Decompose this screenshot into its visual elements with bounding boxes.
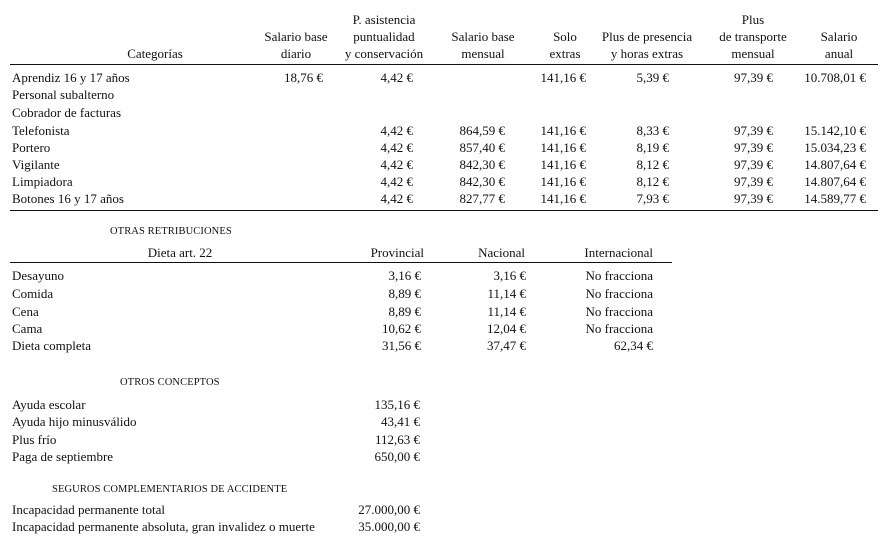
table-row-label: Portero (12, 140, 51, 155)
table-cell: 141,16 € (540, 123, 586, 138)
table-row-label: Cama (12, 321, 43, 336)
otras-retribuciones-title: OTRAS RETRIBUCIONES (110, 226, 232, 237)
table-cell: 3,16 € (493, 268, 526, 283)
table-cell: 14.807,64 € (804, 174, 866, 189)
table-cell: No fracciona (585, 286, 653, 301)
table-cell: 10,62 € (382, 321, 421, 336)
salary-bottom-rule (10, 210, 878, 211)
header-salario-anual-line1: Salario (820, 29, 858, 44)
table-cell: 141,16 € (540, 70, 586, 85)
header-dieta: Dieta art. 22 (147, 245, 213, 260)
table-cell: 864,59 € (459, 123, 505, 138)
table-cell: 97,39 € (734, 157, 773, 172)
table-cell: No fracciona (585, 304, 653, 319)
dieta-header-rule (10, 262, 672, 263)
table-cell: 37,47 € (487, 338, 526, 353)
table-row-label: Dieta completa (12, 338, 92, 353)
table-cell: 15.034,23 € (804, 140, 866, 155)
table-cell: 97,39 € (734, 123, 773, 138)
table-row-label: Ayuda escolar (12, 397, 86, 412)
table-cell: 12,04 € (487, 321, 526, 336)
table-cell: 8,12 € (636, 174, 669, 189)
table-cell: 97,39 € (734, 174, 773, 189)
header-plus-presencia-line2: y horas extras (610, 46, 684, 61)
table-row-label: Plus frío (12, 432, 57, 447)
header-asistencia-line3: y conservación (344, 46, 424, 61)
table-cell: 4,42 € (380, 174, 413, 189)
table-cell: 97,39 € (734, 140, 773, 155)
table-cell: 11,14 € (487, 286, 526, 301)
header-internacional: Internacional (584, 245, 653, 260)
table-cell: 3,16 € (388, 268, 421, 283)
table-cell: 8,89 € (388, 286, 421, 301)
table-row-label: Cobrador de facturas (12, 105, 122, 120)
header-asistencia-line2: puntualidad (353, 29, 415, 44)
table-cell: 7,93 € (636, 191, 669, 206)
table-row-label: Limpiadora (12, 174, 73, 189)
table-cell: 842,30 € (459, 157, 505, 172)
table-cell: 8,19 € (636, 140, 669, 155)
header-salario-anual-line2: anual (824, 46, 854, 61)
table-cell: 97,39 € (734, 191, 773, 206)
table-cell: 8,12 € (636, 157, 669, 172)
table-cell: No fracciona (585, 321, 653, 336)
table-cell: 4,42 € (380, 140, 413, 155)
table-cell: 43,41 € (381, 414, 420, 429)
seguros-title: SEGUROS COMPLEMENTARIOS DE ACCIDENTE (52, 484, 288, 495)
table-row-label: Cena (12, 304, 39, 319)
header-plus-transporte-line2: de transporte (719, 29, 787, 44)
table-cell: 4,42 € (380, 123, 413, 138)
table-cell: 141,16 € (540, 140, 586, 155)
table-cell: 650,00 € (374, 449, 420, 464)
table-cell: 4,42 € (380, 70, 413, 85)
table-cell: 842,30 € (459, 174, 505, 189)
table-row-label: Aprendiz 16 y 17 años (12, 70, 130, 85)
table-row-label: Ayuda hijo minusválido (12, 414, 137, 429)
table-row-label: Incapacidad permanente absoluta, gran invalidez o muerte (12, 519, 315, 534)
table-cell: 8,89 € (388, 304, 421, 319)
table-cell: 15.142,10 € (804, 123, 866, 138)
table-cell: 4,42 € (380, 157, 413, 172)
table-row-label: Telefonista (12, 123, 70, 138)
table-cell: 141,16 € (540, 191, 586, 206)
header-solo-extras-line2: extras (549, 46, 581, 61)
table-row-label: Paga de septiembre (12, 449, 114, 464)
table-cell: 8,33 € (636, 123, 669, 138)
header-plus-presencia-line1: Plus de presencia (601, 29, 693, 44)
table-cell: 11,14 € (487, 304, 526, 319)
header-nacional: Nacional (478, 245, 525, 260)
table-cell: 857,40 € (459, 140, 505, 155)
header-plus-transporte-line1: Plus (741, 12, 765, 27)
table-row-label: Comida (12, 286, 54, 301)
table-cell: 5,39 € (636, 70, 669, 85)
table-row-label: Personal subalterno (12, 87, 115, 102)
header-salario-base-diario-line1: Salario base (264, 29, 328, 44)
header-asistencia-line1: P. asistencia (352, 12, 416, 27)
table-cell: 4,42 € (380, 191, 413, 206)
header-salario-base-mensual-line2: mensual (461, 46, 505, 61)
table-cell: 35.000,00 € (358, 519, 420, 534)
header-salario-base-diario-line2: diario (280, 46, 312, 61)
header-provincial: Provincial (370, 245, 424, 260)
header-plus-transporte-line3: mensual (731, 46, 775, 61)
otros-conceptos-title: OTROS CONCEPTOS (120, 377, 220, 388)
table-cell: 112,63 € (374, 432, 420, 447)
table-cell: 31,56 € (382, 338, 421, 353)
table-cell: 827,77 € (459, 191, 505, 206)
header-categorias: Categorías (127, 46, 183, 61)
table-cell: 14.589,77 € (804, 191, 866, 206)
table-cell: 141,16 € (540, 157, 586, 172)
table-cell: 135,16 € (374, 397, 420, 412)
table-cell: 27.000,00 € (358, 502, 420, 517)
table-cell: 14.807,64 € (804, 157, 866, 172)
table-row-label: Botones 16 y 17 años (12, 191, 124, 206)
table-row-label: Incapacidad permanente total (12, 502, 166, 517)
table-row-label: Desayuno (12, 268, 64, 283)
table-cell: 10.708,01 € (804, 70, 866, 85)
header-salario-base-mensual-line1: Salario base (451, 29, 515, 44)
table-cell: No fracciona (585, 268, 653, 283)
salary-header-rule (10, 64, 878, 65)
header-solo-extras-line1: Solo (553, 29, 577, 44)
table-cell: 18,76 € (284, 70, 323, 85)
table-cell: 97,39 € (734, 70, 773, 85)
table-row-label: Vigilante (12, 157, 60, 172)
table-cell: 62,34 € (614, 338, 653, 353)
table-cell: 141,16 € (540, 174, 586, 189)
